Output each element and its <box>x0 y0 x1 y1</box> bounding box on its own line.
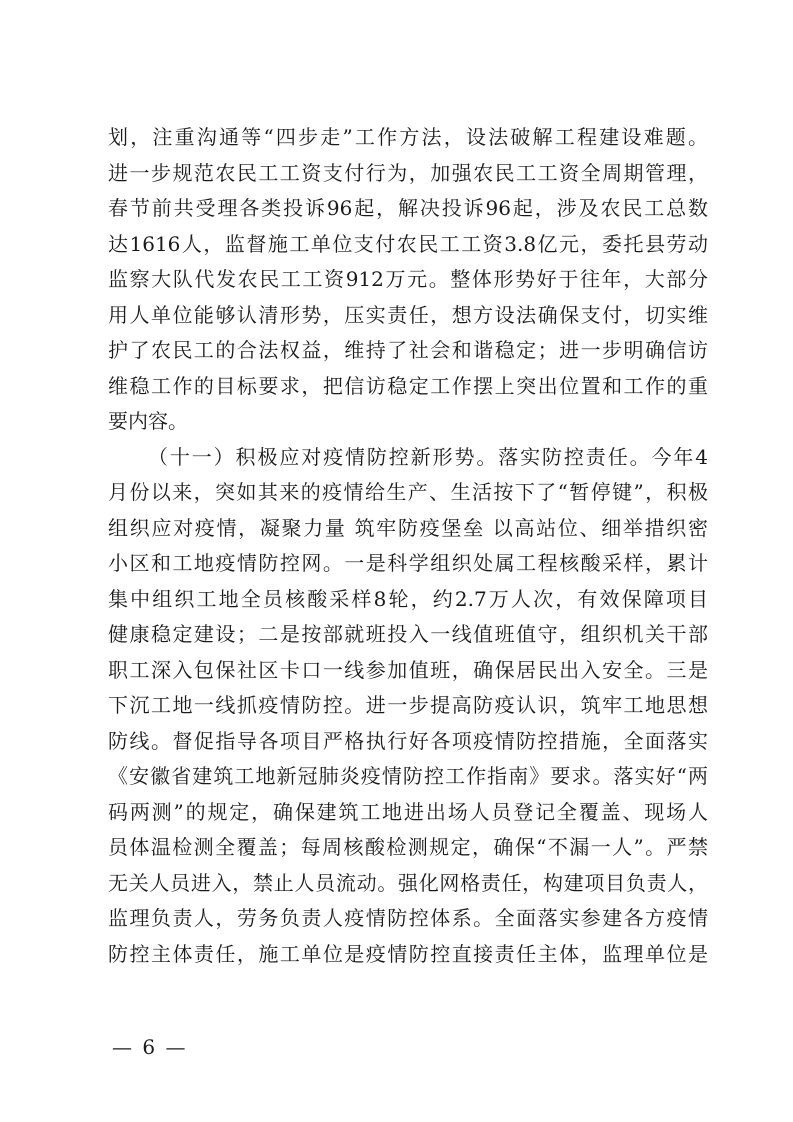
text-line: 达1616人，监督施工单位支付农民工工资3.8亿元，委托县劳动 <box>108 231 708 256</box>
text-line: 要内容。 <box>108 409 188 433</box>
text-line: 无关人员进入，禁止人员流动。强化网格责任，构建项目负责人， <box>108 870 708 895</box>
text-line: 集中组织工地全员核酸采样8轮，约2.7万人次，有效保障项目 <box>108 586 708 611</box>
text-line: 月份以来，突如其来的疫情给生产、生活按下了“暂停键”，积极 <box>108 480 708 504</box>
text-line: 员体温检测全覆盖；每周核酸检测规定，确保“不漏一人”。严禁 <box>108 835 708 859</box>
text-line: 健康稳定建设；二是按部就班投入一线值班值守，组织机关干部 <box>108 622 708 646</box>
text-line: 职工深入包保社区卡口一线参加值班，确保居民出入安全。三是 <box>108 657 708 682</box>
text-line: 下沉工地一线抓疫情防控。进一步提高防疫认识，筑牢工地思想 <box>108 693 708 717</box>
text-line: 防控主体责任，施工单位是疫情防控直接责任主体，监理单位是 <box>108 941 708 966</box>
text-line: 监理负责人，劳务负责人疫情防控体系。全面落实参建各方疫情 <box>108 906 708 930</box>
text-line: 监察大队代发农民工工资912万元。整体形势好于往年，大部分 <box>108 267 708 291</box>
page-number: — 6 — <box>112 1035 188 1059</box>
text-line: 小区和工地疫情防控网。一是科学组织处属工程核酸采样，累计 <box>108 551 708 575</box>
text-line: 维稳工作的目标要求，把信访稳定工作摆上突出位置和工作的重 <box>108 373 708 398</box>
text-line: 划，注重沟通等“四步走”工作方法，设法破解工程建设难题。 <box>108 125 708 149</box>
text-line: 防线。督促指导各项目严格执行好各项疫情防控措施，全面落实 <box>108 728 708 753</box>
text-line: 用人单位能够认清形势，压实责任，想方设法确保支付，切实维 <box>108 302 708 327</box>
text-line: 码两测”的规定，确保建筑工地进出场人员登记全覆盖、现场人 <box>108 799 708 824</box>
text-line: 组织应对疫情，凝聚力量 筑牢防疫堡垒 以高站位、细举措织密 <box>108 515 708 540</box>
section-heading-line: （十一）积极应对疫情防控新形势。落实防控责任。今年4 <box>148 444 708 469</box>
text-line: 进一步规范农民工工资支付行为，加强农民工工资全周期管理， <box>108 160 708 185</box>
body-text <box>108 120 708 972</box>
text-line: 春节前共受理各类投诉96起，解决投诉96起，涉及农民工总数 <box>108 196 708 220</box>
text-line: 护了农民工的合法权益，维持了社会和谐稳定；进一步明确信访 <box>108 338 708 362</box>
text-line: 《安徽省建筑工地新冠肺炎疫情防控工作指南》要求。落实好“两 <box>108 764 708 788</box>
